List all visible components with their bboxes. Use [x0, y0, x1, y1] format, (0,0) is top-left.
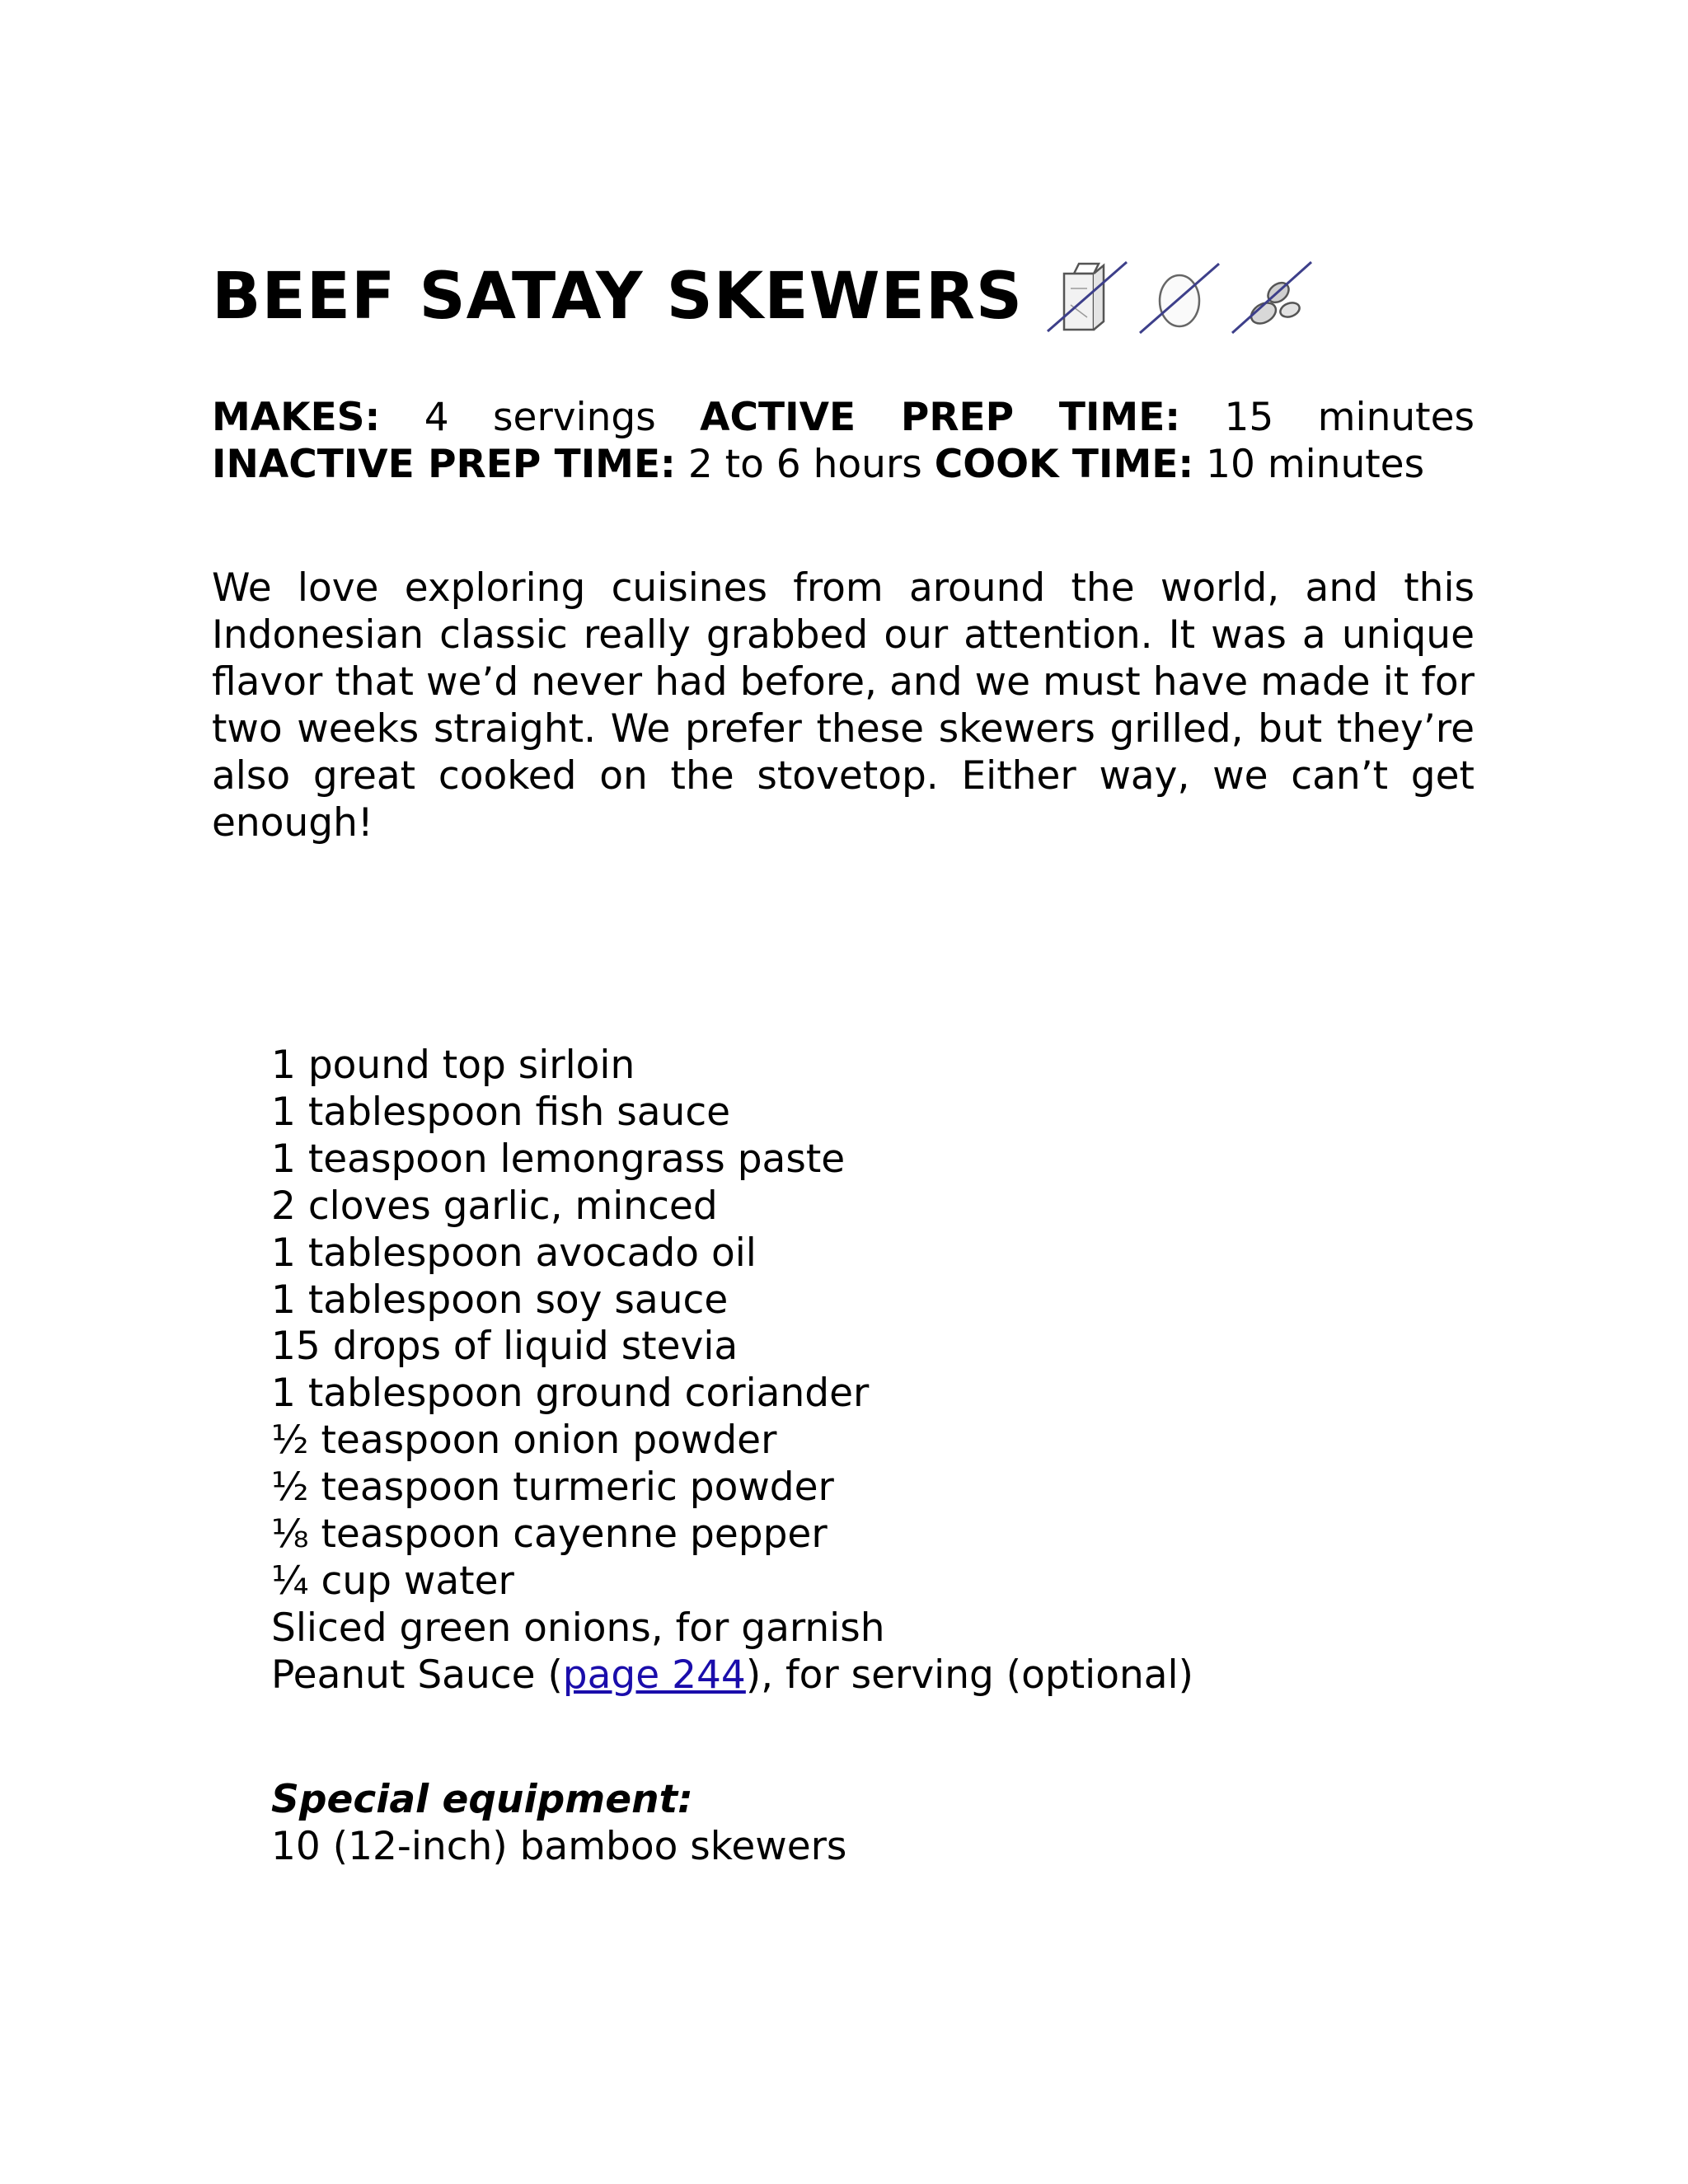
makes-label: MAKES: [212, 395, 381, 440]
dietary-badges [1046, 255, 1313, 338]
ingredient-item: ½ teaspoon onion powder [271, 1418, 777, 1464]
special-equipment-item: 10 (12-inch) bamboo skewers [271, 1824, 847, 1869]
makes-value: 4 servings [424, 395, 656, 440]
active-prep-label: ACTIVE PREP TIME: [700, 395, 1181, 440]
active-prep-value: 15 minutes [1224, 395, 1475, 440]
peanut-sauce-suffix: ), for serving (optional) [745, 1652, 1193, 1698]
ingredient-item: 2 cloves garlic, minced [271, 1183, 718, 1229]
recipe-title: BEEF SATAY SKEWERS [212, 260, 1024, 334]
ingredient-item: 1 tablespoon ground coriander [271, 1371, 870, 1417]
recipe-intro: We love exploring cuisines from around the world, and this Indonesian classic really grabbed our attention. It was a unique flavor that we’d never had before, and we must have made it for two weeks straight. We prefer these skewers grilled, but they’re also great cooked on the stovetop. Either way, we can’t get enough! [212, 565, 1475, 846]
ingredient-item-peanut-sauce [271, 1652, 1193, 1699]
special-equipment-heading: Special equipment: [271, 1777, 693, 1822]
ingredient-list [271, 1043, 1193, 1699]
recipe-meta [212, 394, 1475, 488]
nut-free-icon [1231, 255, 1313, 338]
inactive-prep-label: INACTIVE PREP TIME: [212, 442, 676, 487]
meta-line-1 [212, 394, 1475, 441]
inactive-prep-value: 2 to 6 hours [687, 442, 922, 487]
ingredient-item: 15 drops of liquid stevia [271, 1324, 738, 1370]
special-equipment [271, 1776, 846, 1870]
ingredient-item: 1 teaspoon lemongrass paste [271, 1136, 846, 1182]
ingredient-item: Sliced green onions, for garnish [271, 1605, 885, 1651]
dairy-free-icon [1046, 255, 1128, 338]
cook-time-value: 10 minutes [1206, 442, 1425, 487]
title-row [212, 247, 1313, 346]
ingredient-item: ½ teaspoon turmeric powder [271, 1465, 834, 1511]
ingredient-item: 1 tablespoon fish sauce [271, 1089, 731, 1135]
ingredient-item: ⅛ teaspoon cayenne pepper [271, 1511, 828, 1558]
meta-line-2 [212, 442, 1424, 487]
ingredient-item: 1 tablespoon soy sauce [271, 1277, 729, 1323]
ingredient-item: 1 pound top sirloin [271, 1043, 635, 1088]
ingredient-item: ¼ cup water [271, 1558, 514, 1604]
cook-time-label: COOK TIME: [934, 442, 1194, 487]
ingredient-item: 1 tablespoon avocado oil [271, 1230, 757, 1276]
egg-free-icon [1138, 255, 1221, 338]
peanut-sauce-text: Peanut Sauce ( [271, 1652, 563, 1698]
page-244-link[interactable]: page 244 [562, 1652, 746, 1698]
